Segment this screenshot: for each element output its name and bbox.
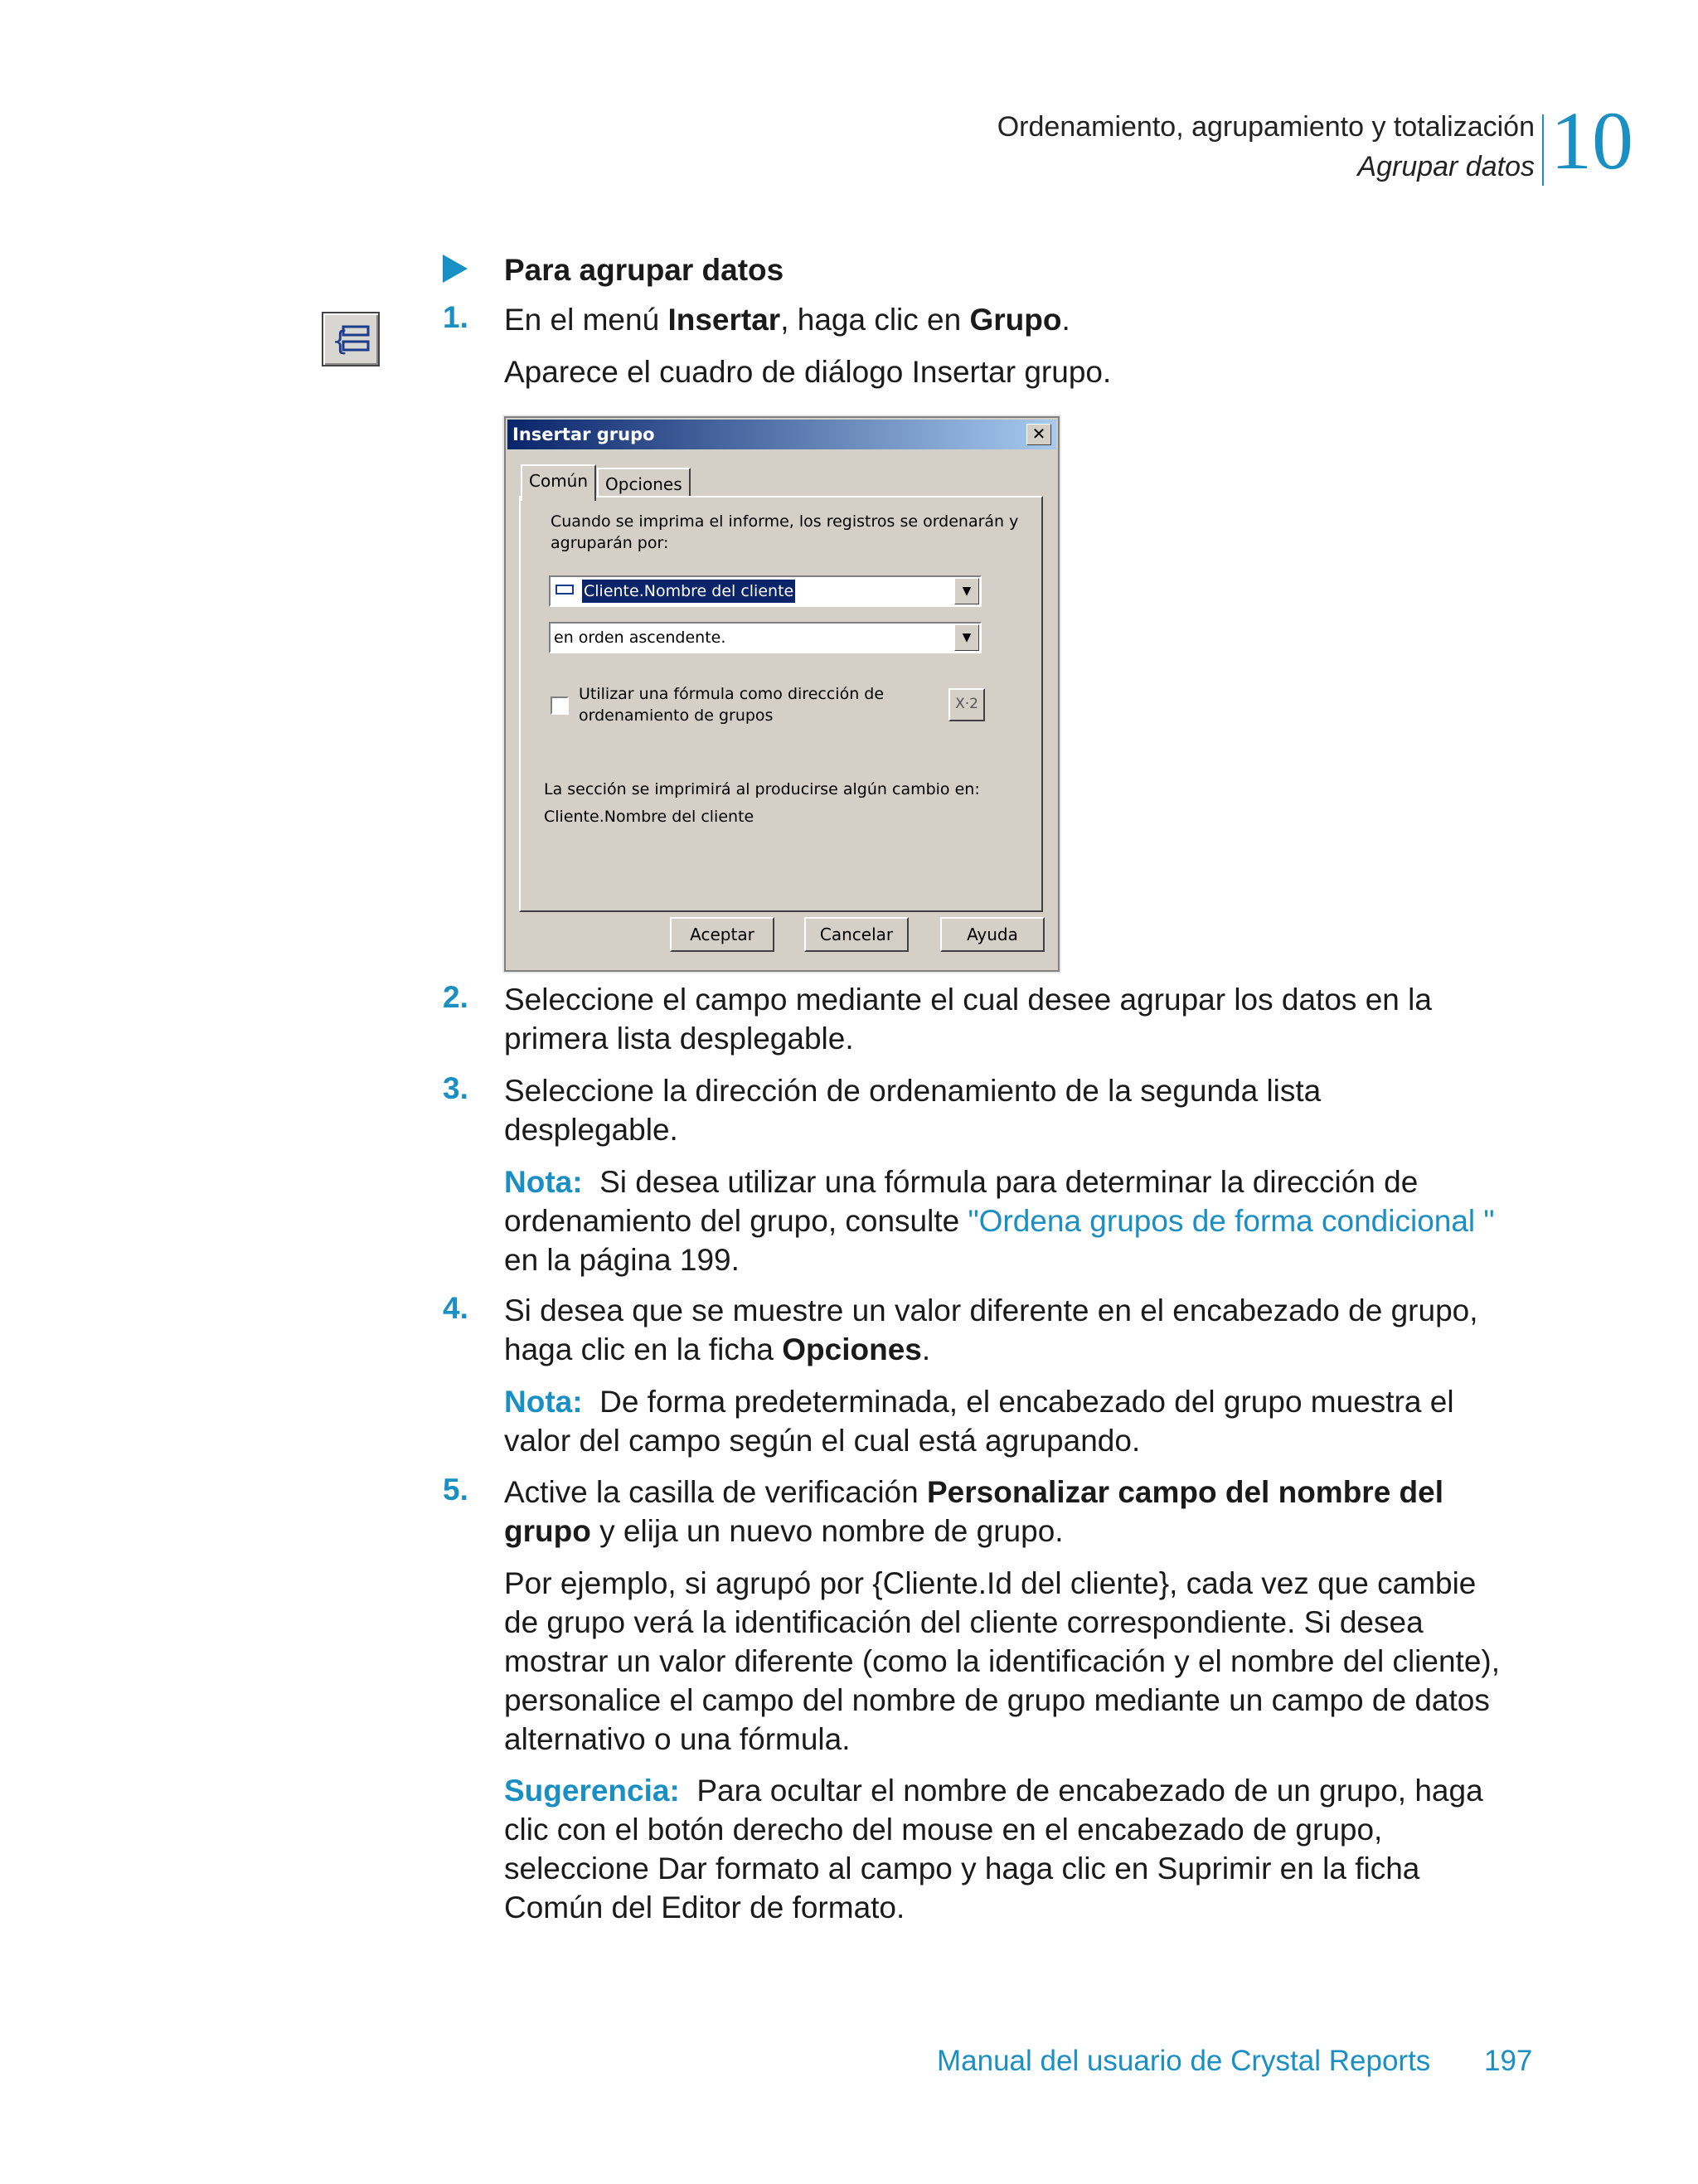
step-1-result: Aparece el cuadro de diálogo Insertar grupo. [504, 355, 1112, 389]
step-text: haga clic en la ficha [504, 1332, 783, 1366]
step-2-text [504, 980, 1432, 1058]
example-line: mostrar un valor diferente (como la identificación y el nombre del cliente), [504, 1644, 1501, 1678]
step-line: primera lista desplegable. [504, 1022, 854, 1056]
procedure-arrow-icon [443, 255, 468, 283]
step-text: , haga clic en [780, 303, 970, 337]
use-formula-label [579, 683, 884, 726]
chapter-number: 10 [1550, 95, 1633, 187]
checkbox-label-line: Utilizar una fórmula como dirección de [579, 685, 885, 703]
close-icon[interactable]: ✕ [1026, 424, 1051, 445]
cross-reference-link[interactable]: "Ordena grupos de forma condicional " [968, 1204, 1495, 1238]
section-info-line: La sección se imprimirá al producirse algún cambio en: [544, 780, 980, 798]
dialog-description [551, 511, 1018, 554]
step-number: 2. [443, 980, 468, 1014]
section-info-field: Cliente.Nombre del cliente [544, 808, 754, 826]
step-3-note [504, 1162, 1495, 1279]
svg-text:{: { [332, 325, 349, 357]
step-text: Active la casilla de verificación [504, 1475, 927, 1509]
tip-label: Sugerencia: [504, 1774, 680, 1808]
cancel-button[interactable]: Cancelar [804, 917, 909, 952]
description-line: Cuando se imprima el informe, los registros se ordenarán y [551, 512, 1019, 531]
step-number: 4. [443, 1291, 468, 1325]
note-text: De forma predeterminada, el encabezado del grupo muestra el [599, 1385, 1454, 1419]
step-text: En el menú [504, 303, 668, 337]
note-label: Nota: [504, 1165, 583, 1199]
sort-order-value: en orden ascendente. [554, 629, 726, 647]
section-title: Agrupar datos [1357, 151, 1535, 182]
formula-editor-button[interactable]: X·2 [948, 688, 985, 721]
option-name: Personalizar campo del nombre del [927, 1475, 1444, 1509]
sort-order-select[interactable] [549, 622, 982, 653]
step-4-text [504, 1291, 1478, 1369]
page-number: 197 [1484, 2045, 1533, 2077]
example-line: personalice el campo del nombre de grupo mediante un campo de datos [504, 1683, 1490, 1717]
option-name: grupo [504, 1514, 591, 1548]
command-name: Grupo [969, 303, 1062, 337]
book-title: Manual del usuario de Crystal Reports [937, 2045, 1431, 2077]
section-change-info [544, 776, 980, 831]
dialog-titlebar [507, 420, 1056, 449]
step-line: Si desea que se muestre un valor diferente en el encabezado de grupo, [504, 1293, 1478, 1327]
step-line: desplegable. [504, 1113, 678, 1147]
step-5-text [504, 1473, 1443, 1551]
step-number: 5. [443, 1473, 468, 1507]
step-5-example [504, 1564, 1500, 1759]
tip-text: seleccione Dar formato al campo y haga clic en Suprimir en la ficha [504, 1852, 1420, 1886]
ok-button[interactable]: Aceptar [670, 917, 774, 952]
dialog-title: Insertar grupo [512, 425, 655, 444]
checkbox-label-line: ordenamiento de grupos [579, 706, 774, 725]
example-line: Por ejemplo, si agrupó por {Cliente.Id del cliente}, cada vez que cambie [504, 1566, 1477, 1600]
step-text: . [921, 1332, 931, 1366]
use-formula-checkbox[interactable] [551, 696, 569, 715]
note-text: en la página 199. [504, 1243, 740, 1277]
tab-name: Opciones [782, 1332, 922, 1366]
insert-group-toolbar-icon [322, 312, 380, 366]
tab-opciones[interactable]: Opciones [597, 468, 691, 497]
step-4-note [504, 1382, 1454, 1460]
database-field-icon [555, 585, 574, 595]
insert-group-dialog [504, 416, 1060, 972]
note-text: valor del campo según el cual está agrupando. [504, 1424, 1141, 1458]
chapter-divider [1542, 114, 1544, 186]
help-button[interactable]: Ayuda [940, 917, 1045, 952]
step-5-tip [504, 1771, 1483, 1927]
chevron-down-icon[interactable]: ▼ [954, 578, 979, 604]
chevron-down-icon[interactable]: ▼ [954, 624, 979, 651]
tip-text: clic con el botón derecho del mouse en el encabezado de grupo, [504, 1813, 1383, 1847]
note-text: Si desea utilizar una fórmula para determinar la dirección de [599, 1165, 1419, 1199]
group-field-select[interactable] [549, 575, 982, 607]
step-line: Seleccione el campo mediante el cual desee agrupar los datos en la [504, 983, 1432, 1017]
step-3-text [504, 1071, 1321, 1149]
note-text: ordenamiento del grupo, consulte [504, 1204, 968, 1238]
step-number: 1. [443, 300, 468, 334]
step-text: y elija un nuevo nombre de grupo. [590, 1514, 1064, 1548]
tip-text: Común del Editor de formato. [504, 1890, 905, 1924]
chapter-title: Ordenamiento, agrupamiento y totalización [997, 111, 1535, 143]
step-1-text [504, 300, 1070, 339]
example-line: alternativo o una fórmula. [504, 1722, 851, 1756]
tip-text: Para ocultar el nombre de encabezado de un grupo, haga [696, 1774, 1483, 1808]
example-line: de grupo verá la identificación del cliente correspondiente. Si desea [504, 1605, 1424, 1639]
description-line: agruparán por: [551, 534, 669, 552]
step-number: 3. [443, 1071, 468, 1105]
group-field-value: Cliente.Nombre del cliente [582, 580, 795, 603]
step-line: Seleccione la dirección de ordenamiento de la segunda lista [504, 1074, 1322, 1108]
procedure-heading: Para agrupar datos [504, 253, 784, 287]
tab-comun[interactable]: Común [521, 464, 596, 501]
note-label: Nota: [504, 1385, 583, 1419]
menu-name: Insertar [667, 303, 781, 337]
step-text: . [1061, 303, 1070, 337]
